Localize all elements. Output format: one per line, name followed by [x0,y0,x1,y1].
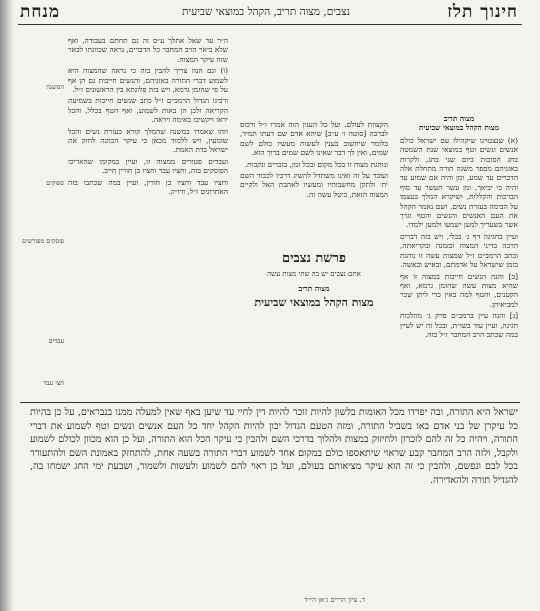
section-rule [20,402,520,403]
page-footer: ד. ציון הריים ג׳אן הי״ד [304,596,365,604]
margin-label: ספוקים [46,179,64,187]
page-fold-shadow [0,0,14,611]
header-rule [18,24,522,25]
middle-column-paragraph: הקצוות לעולם. ועל כל הענין הזה אמרו ז״ל ורכוס לברכה [סוטה ו׳ ע״ב] שיהא אדם שם דעתו תמיד, כלומר שיחשוב בענין לעשות מעשיו כולם לשם שמים, ואין לך דבר שאינו לשם שמים ברוך הוא. [240,120,388,158]
body-paragraph: ישראל היא התורה, ובה יפרדו מכל האומות בלשון להיות זוכר להיות דין לחיי עד שיען באף שאין למעלה ממנו בנבראים, על כן בהיות כל עיקרן של בני אדם באו בשביל התורה, ומזה הטעם הגדול יכון להיות הקהל יחד כל העם אנשים ונשים וטף לשמוע את דברי התורה, ויהיה כל זה להם לזכרון ולחיזוק במצות ולהלוך בדרכי השם ולהבין כי עיקר הכל הוא התורה, ועל כן הוא מכוון לכולם לשמוע ולקבל, ולזה הרב המחבר קבע שראוי שיתאספו כולם במקום אחד לשמוע דברי התורה בשעה אחת, להתחזק באמונת השם ולהתעורר בכל לבם ונפשם, ולהבין כי זה הוא עיקר מציאותם בעולם, ועל כן ראוי להם לשמוע ולעשות ולשמור, ושבעת ימי החג ישמחו בה, להגדיל תורה ולהאדירה. [30,407,518,486]
middle-column-paragraph: ועובר על זה ואינו משתדל להשיג דרכיו לכבוד השם ית׳ ולתקן מחשבותיו ומעשיו לאהבת האל ולקיים המצוה הזאת, ביטל עשה זה. [240,171,388,199]
right-column-paragraph: [ב] והנה הנשים חייבות במצוה זו אף שהיא מצות עשה שהזמן גרמא, ואף הקטנים, והטף למה באין כדי ליתן שכר למביאיהן. [400,271,518,309]
parasha-title: פרשת נצבים [282,251,346,266]
margin-label: חצי עבד [43,379,64,387]
margin-label: המשנה [46,83,64,91]
mitzvah-heading-title: מצות הקהל במוצאי שביעית [254,296,374,309]
left-column-paragraph: ורבינו הגדול הרמב״ם ז״ל כתב שנשים חייבות בשמיעת הקריאה ולכן הן באות לשמוע, ואף הטף בכלל, והכל יראו ויקשיבו באימה ויראה. [68,96,228,125]
left-column-paragraph: ה״ר עד שאל אתלך ע״ס זה גם תחתם בעבודה, ואף שלא ביאר הרב המחבר כל הדברים, נראה שכוונתו לבאר שזה עיקר המצוה. [68,36,228,64]
left-column-paragraph: ועבדים פטורים ממצוה זו, ועיין במקומו שהאריכו הפוסקים בזה, וחציו עבד וחציו בן חורין חייב. [68,156,228,176]
right-column-paragraph: [ג] והנה עיין ברמב״ם פרק ג׳ מהלכות חגיגה, ועיין עוד בשו״ת, ובכל זה יש לעיין במה שכתב הרב המחבר ז״ל בזה. [400,311,518,339]
running-head-left: מנחת [20,2,61,22]
running-head-right: חינוך תלז [447,2,518,22]
margin-label: עבדים [48,337,64,345]
left-column-paragraph: וזהו שאמרו במשנה שהמלך קורא בעזרת נשים והכל שומעין, ויש ללמוד מכאן כי עיקר הכוונה לחזק את ישראל בדת האמת. [68,126,228,155]
middle-column-paragraph: ונוהגת מצוה זו בכל מקום ובכל זמן, בזכרים ונקבות. [244,159,388,169]
running-head-center: נצבים, מצוה תריב, הקהל במוצאי שביעית [182,6,350,18]
parasha-subtitle: אתם נצבים יש בה שתי מצות עשה [267,270,361,278]
left-column-paragraph: וחציו עבד וחציו בן חורין, ועיין במה שכתבו בזה האחרונים ז״ל, ודו״ק. [68,177,228,197]
right-column-heading-title: מצות הקהל במוצאי שביעית [418,123,500,133]
left-column-paragraph: (ו) ונם הנה צריך להבין בזה כי נראה שהמצוה היא לשמוע דברי התורה באזניהם, והנשים חייבות גם הן אף על פי שהזמן גרמא, ויש בזה פלוגתא בין הראשונים ז״ל. [68,66,228,95]
right-column-heading-mitzvah: מצוה תריב [443,114,475,123]
margin-label: פוסקים מפורשים [22,237,64,245]
right-column-paragraph: (א) שנצטוינו שיקהילו עם ישראל כולם אנשים ונשים וטף במוצאי שנת השמטה בחג הסוכות ביום שני בחג, ולקרות באזניהם מספר משנה תורה מתחלת אלה הדברים עד שמע, ומן והיה אם שמוע עד והיה כי יביאך, ומן עשר תעשר עד סוף הברכות והקללות, ושיקרא המלך בעצמו על הבימה בעזרת נשים. ושם נאמר הקהל את העם האנשים והנשים והטף וגרך אשר בשעריך למען ישמעו ולמען ילמדו. [400,135,518,230]
mitzvah-heading-number: מצוה תריב [298,284,330,293]
right-column-paragraph: ועיין בחגיגה דף ג׳ בבלי, ויש בזה דברים הרבה בדיני המצוה ובזמנה ובקריאתה, וכתב הרמב״ם ז״ל שמצות עשה זו נוהגת בזמן שישראל על אדמתם, ובאיש ובאשה. [400,231,518,270]
middle-column-top [240,120,388,220]
